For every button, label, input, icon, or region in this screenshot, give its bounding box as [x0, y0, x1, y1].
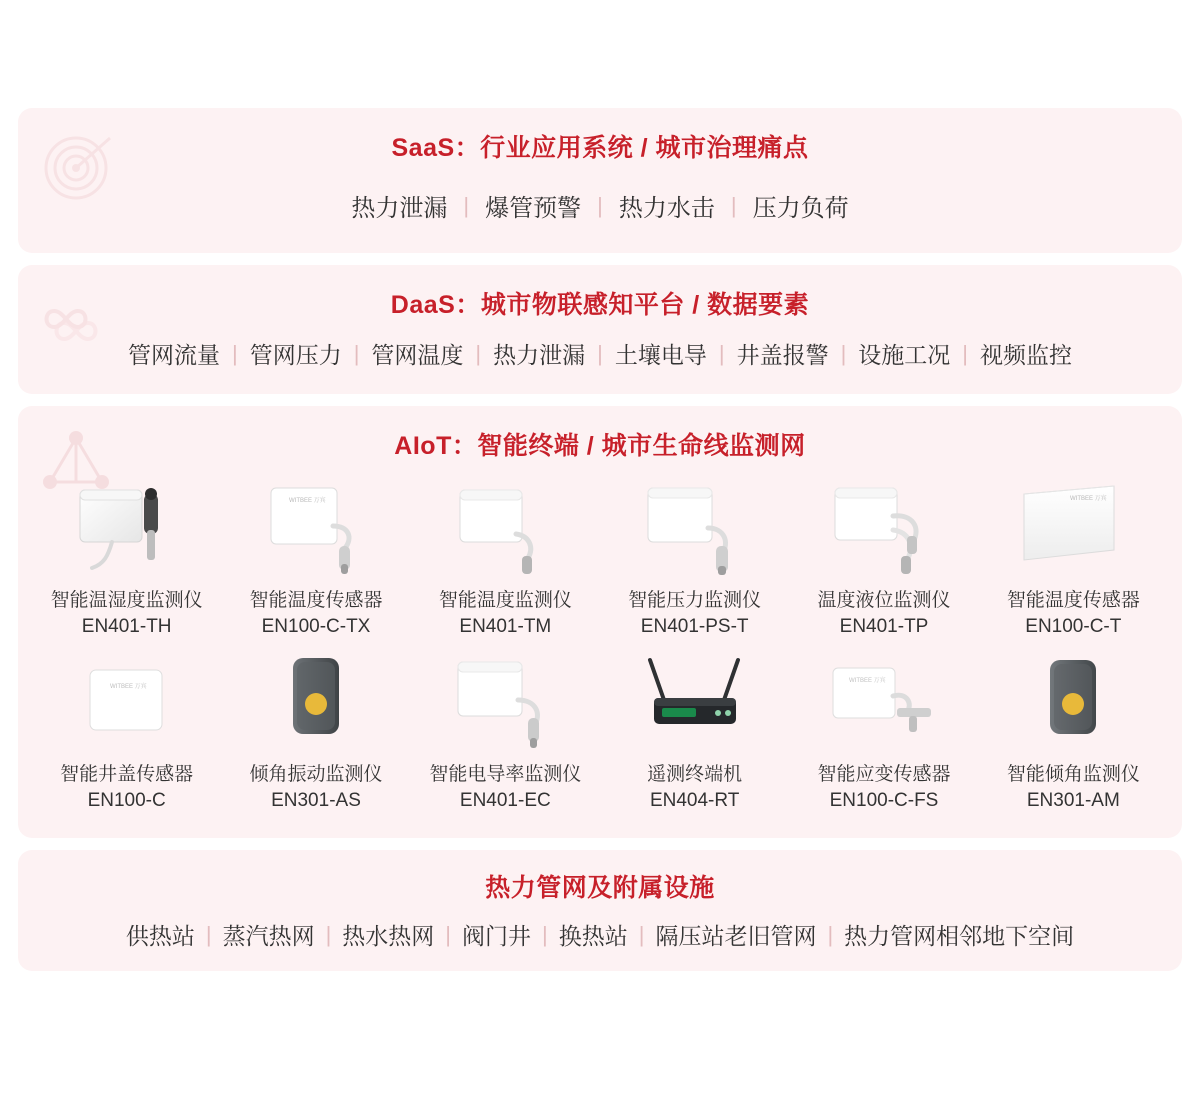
chip-separator: |: [597, 192, 603, 218]
product-name: 智能温度传感器: [1006, 590, 1140, 611]
product-model: EN100-C: [87, 790, 166, 811]
panel-heating-network: [18, 850, 1182, 971]
panel-bottom-items: [18, 904, 1182, 971]
sensor-cable-icon: [241, 472, 391, 577]
panel-aiot-title-text: 智能终端 / 城市生命线监测网: [477, 432, 806, 460]
chip-item: 爆管预警: [485, 195, 582, 222]
product-name: 智能应变传感器: [817, 764, 951, 785]
chip-separator: |: [840, 340, 847, 366]
panel-daas-title-text: 城市物联感知平台 / 数据要素: [480, 291, 810, 319]
product-name: 智能温湿度监测仪: [50, 590, 203, 611]
chip-item: 热力水击: [618, 195, 715, 222]
product-name: 智能电导率监测仪: [429, 764, 582, 785]
panel-saas-title: [18, 108, 1182, 164]
svg-text:WITBEE 万宾: WITBEE 万宾: [109, 684, 147, 690]
panel-saas-title-text: 行业应用系统 / 城市治理痛点: [480, 134, 809, 162]
product-model: EN301-AS: [271, 790, 361, 811]
sensor-cable-icon: [430, 646, 580, 751]
chip-item: 阀门井: [462, 923, 531, 949]
product-card: [600, 646, 789, 812]
product-card: [32, 472, 221, 638]
chip-item: 供热站: [125, 923, 195, 949]
grey-module-icon: [998, 646, 1148, 751]
chip-item: 井盖报警: [736, 342, 829, 368]
panel-saas-title-prefix: SaaS：: [391, 134, 481, 162]
chip-separator: |: [638, 921, 645, 947]
chip-separator: |: [597, 340, 603, 366]
sensor-cable-icon: [430, 472, 580, 577]
router-antenna-icon: [620, 646, 770, 751]
product-card: [32, 646, 221, 812]
grey-module-icon: [241, 646, 391, 751]
panel-daas-title-prefix: DaaS：: [390, 291, 481, 319]
panel-saas: [18, 108, 1182, 253]
product-card: [789, 472, 978, 638]
product-card: [600, 472, 789, 638]
chip-item: 压力负荷: [752, 195, 849, 222]
chip-separator: |: [542, 921, 548, 947]
panel-aiot-title: [18, 406, 1182, 462]
chip-item: 管网压力: [249, 342, 342, 368]
product-model: EN401-PS-T: [640, 616, 749, 637]
chip-item: 换热站: [558, 923, 628, 949]
product-card: [221, 646, 410, 812]
product-model: EN401-EC: [459, 790, 551, 811]
chip-item: 土壤电导: [614, 342, 707, 368]
plain-box-icon: [998, 472, 1148, 577]
svg-text:WITBEE 万宾: WITBEE 万宾: [1070, 496, 1107, 502]
chip-item: 隔压站老旧管网: [655, 923, 817, 949]
product-card: [789, 646, 978, 812]
product-card: [979, 646, 1168, 812]
panel-daas: [18, 265, 1182, 394]
product-model: EN100-C-FS: [829, 790, 939, 811]
panel-aiot-title-prefix: AIoT：: [394, 432, 478, 460]
chip-item: 热力泄漏: [493, 342, 586, 368]
chip-separator: |: [718, 340, 725, 366]
chip-separator: |: [962, 340, 969, 366]
panel-bottom-title: 热力管网及附属设施: [485, 874, 715, 902]
product-name: 智能温度监测仪: [438, 590, 572, 611]
strain-bracket-icon: [809, 646, 959, 751]
product-model: EN100-C-TX: [261, 616, 371, 637]
chip-separator: |: [475, 340, 482, 366]
chip-item: 视频监控: [980, 342, 1073, 368]
chip-separator: |: [730, 192, 737, 218]
product-model: EN404-RT: [649, 790, 740, 811]
panel-daas-title: [18, 265, 1182, 321]
product-name: 温度液位监测仪: [817, 590, 951, 611]
chip-separator: |: [205, 921, 212, 947]
product-card: [411, 472, 600, 638]
chip-item: 热水热网: [342, 923, 435, 949]
chip-item: 管网温度: [371, 342, 464, 368]
chip-separator: |: [463, 192, 470, 218]
product-card: [979, 472, 1168, 638]
flat-panel-icon: [52, 646, 202, 751]
product-grid: [18, 462, 1182, 838]
panel-saas-items: [18, 164, 1182, 253]
chip-separator: |: [827, 921, 834, 947]
panel-aiot: [18, 406, 1182, 838]
chip-separator: |: [353, 340, 360, 366]
product-name: 倾角振动监测仪: [249, 764, 383, 785]
product-model: EN401-TM: [459, 616, 552, 637]
product-name: 智能压力监测仪: [628, 590, 762, 611]
product-model: EN100-C-T: [1025, 616, 1122, 637]
product-card: [221, 472, 410, 638]
product-model: EN401-TH: [81, 616, 172, 637]
sensor-cable-icon: [620, 472, 770, 577]
sensor-probe-icon: [52, 472, 202, 577]
product-model: EN301-AM: [1026, 790, 1120, 811]
product-name: 遥测终端机: [647, 764, 743, 785]
chip-item: 热力泄漏: [351, 195, 448, 222]
panel-daas-items: [18, 321, 1182, 394]
product-card: [411, 646, 600, 812]
chip-item: 热力管网相邻地下空间: [844, 923, 1075, 949]
product-model: EN401-TP: [839, 616, 929, 637]
chip-separator: |: [445, 921, 451, 947]
chip-item: 蒸汽热网: [222, 923, 315, 949]
chip-separator: |: [325, 921, 332, 947]
product-name: 智能温度传感器: [249, 590, 383, 611]
product-name: 智能倾角监测仪: [1006, 764, 1140, 785]
product-name: 智能井盖传感器: [60, 764, 194, 785]
sensor-dual-cable-icon: [809, 472, 959, 577]
chip-item: 管网流量: [127, 342, 220, 368]
chip-item: 设施工况: [858, 342, 951, 368]
svg-text:WITBEE 万宾: WITBEE 万宾: [848, 678, 886, 684]
chip-separator: |: [231, 340, 238, 366]
svg-text:WITBEE 万宾: WITBEE 万宾: [288, 498, 326, 504]
